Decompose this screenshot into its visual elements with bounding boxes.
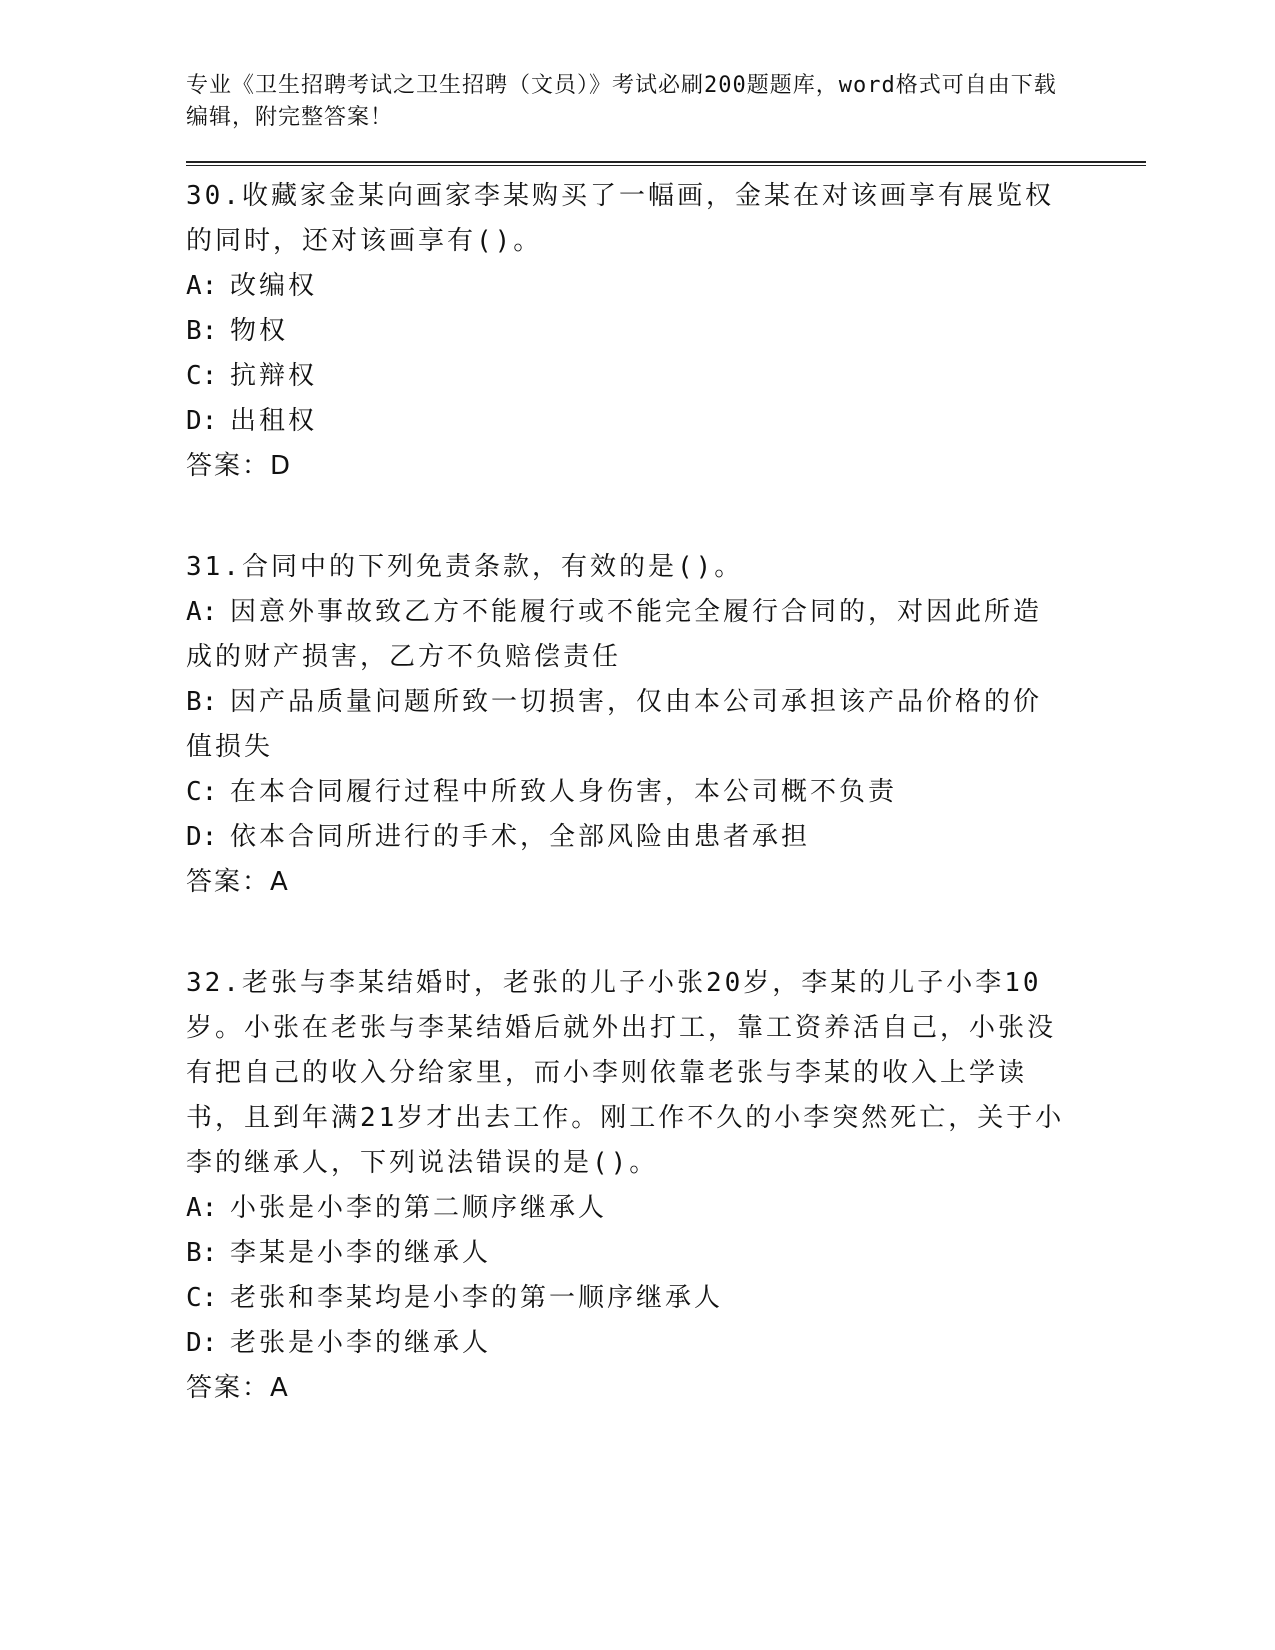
option-c bbox=[186, 1276, 1066, 1321]
option-text: 因产品质量问题所致一切损害，仅由本公司承担该产品价格的价值损失 bbox=[186, 687, 1043, 762]
option-text: 改编权 bbox=[230, 271, 318, 301]
option-d bbox=[186, 1321, 1066, 1366]
option-key: C: bbox=[186, 1283, 218, 1313]
option-key: B: bbox=[186, 1238, 218, 1268]
option-d bbox=[186, 399, 1066, 444]
option-text: 老张是小李的继承人 bbox=[230, 1328, 492, 1358]
option-key: A: bbox=[186, 597, 218, 627]
option-key: B: bbox=[186, 316, 218, 346]
option-key: B: bbox=[186, 687, 218, 717]
option-key: A: bbox=[186, 271, 218, 301]
option-b bbox=[186, 309, 1066, 354]
option-text: 抗辩权 bbox=[230, 361, 318, 391]
option-key: A: bbox=[186, 1193, 218, 1223]
option-text: 小张是小李的第二顺序继承人 bbox=[230, 1193, 608, 1223]
document-header: 专业《卫生招聘考试之卫生招聘（文员）》考试必刷200题题库，word格式可自由下载编辑，附完整答案！ bbox=[186, 73, 1057, 130]
question-stem: 30.收藏家金某向画家李某购买了一幅画，金某在对该画享有展览权的同时，还对该画享有()。 bbox=[186, 181, 1054, 256]
answer-line: 答案：A bbox=[186, 1373, 290, 1403]
option-c bbox=[186, 354, 1066, 399]
option-key: C: bbox=[186, 361, 218, 391]
question-31 bbox=[186, 545, 1146, 905]
option-text: 依本合同所进行的手术，全部风险由患者承担 bbox=[230, 822, 811, 852]
option-b bbox=[186, 680, 1066, 770]
option-text: 因意外事故致乙方不能履行或不能完全履行合同的，对因此所造成的财产损害，乙方不负赔偿责任 bbox=[186, 597, 1043, 672]
question-32 bbox=[186, 961, 1146, 1411]
option-text: 在本合同履行过程中所致人身伤害，本公司概不负责 bbox=[230, 777, 898, 807]
document-page bbox=[186, 70, 1146, 1411]
option-key: D: bbox=[186, 822, 218, 852]
option-text: 出租权 bbox=[230, 406, 318, 436]
question-stem: 32.老张与李某结婚时，老张的儿子小张20岁，李某的儿子小李10岁。小张在老张与李某结婚后就外出打工，靠工资养活自己，小张没有把自己的收入分给家里，而小李则依靠老张与李某的收入上学读书，且到年满21岁才出去工作。刚工作不久的小李突然死亡，关于小李的继承人，下列说法错误的是()。 bbox=[186, 968, 1065, 1178]
option-a bbox=[186, 1186, 1066, 1231]
option-text: 物权 bbox=[230, 316, 289, 346]
question-30 bbox=[186, 174, 1146, 489]
option-text: 老张和李某均是小李的第一顺序继承人 bbox=[230, 1283, 724, 1313]
option-key: D: bbox=[186, 1328, 218, 1358]
header-divider bbox=[186, 161, 1146, 166]
option-b bbox=[186, 1231, 1066, 1276]
option-c bbox=[186, 770, 1066, 815]
option-a bbox=[186, 264, 1066, 309]
option-key: C: bbox=[186, 777, 218, 807]
answer-line: 答案：A bbox=[186, 867, 290, 897]
answer-line: 答案：D bbox=[186, 451, 293, 481]
option-a bbox=[186, 590, 1066, 680]
option-text: 李某是小李的继承人 bbox=[230, 1238, 492, 1268]
option-d bbox=[186, 815, 1066, 860]
option-key: D: bbox=[186, 406, 218, 436]
question-stem: 31.合同中的下列免责条款，有效的是()。 bbox=[186, 552, 744, 582]
